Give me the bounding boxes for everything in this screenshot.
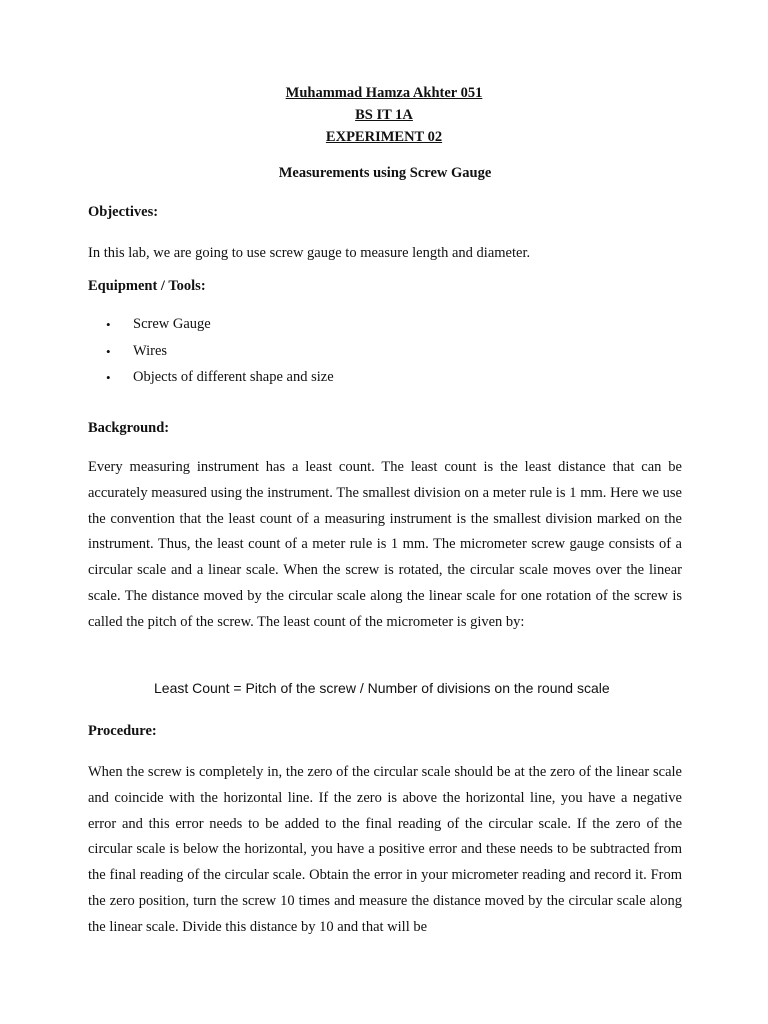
bullet-icon: •	[106, 343, 111, 359]
class-line: BS IT 1A	[355, 107, 413, 123]
bullet-icon: •	[106, 317, 111, 332]
least-count-formula: Least Count = Pitch of the screw / Number of divisions on the round scale	[154, 680, 610, 696]
equipment-heading: Equipment / Tools:	[88, 278, 206, 294]
experiment-line: EXPERIMENT 02	[325, 129, 443, 145]
list-item	[88, 368, 334, 395]
objectives-text: In this lab, we are going to use screw gauge to measure length and diameter.	[88, 245, 531, 261]
document-title: Measurements using Screw Gauge	[278, 165, 492, 181]
list-item	[88, 342, 334, 369]
list-item	[88, 315, 334, 342]
objectives-heading: Objectives:	[88, 204, 159, 220]
procedure-heading: Procedure:	[88, 723, 157, 739]
list-item-label: Screw Gauge	[133, 316, 211, 332]
background-paragraph: Every measuring instrument has a least count. The least count is the least distance that can be accurately measured using the instrument. The smallest division on a meter rule is 1 mm. Here we use the convention that the least count of a measuring instrument is the smallest division marked on the instrument. Thus, the least count of a meter rule is 1 mm. The micrometer screw gauge consists of a circular scale and a linear scale. When the screw is rotated, the circular scale moves over the linear scale. The distance moved by the circular scale along the linear scale for one rotation of the screw is called the pitch of the screw. The least count of the micrometer is given by:	[88, 459, 682, 630]
author-line: Muhammad Hamza Akhter 051	[285, 85, 483, 101]
list-item-label: Wires	[133, 342, 168, 359]
procedure-paragraph: When the screw is completely in, the zero of the circular scale should be at the zero of the linear scale and coincide with the horizontal line. If the zero is above the horizontal line, you have a negative error and this error needs to be added to the final reading of the circular scale. If the zero of the circular scale is below the horizontal, you have a positive error and these needs to be subtracted from the final reading of the circular scale. Obtain the error in your micrometer reading and record it. From the zero position, turn the screw 10 times and measure the distance moved by the circular scale along the linear scale. Divide this distance by 10 and that will be	[88, 764, 682, 935]
equipment-list	[88, 315, 334, 395]
bullet-icon: •	[106, 370, 111, 385]
background-heading: Background:	[88, 420, 170, 436]
list-item-label: Objects of different shape and size	[133, 369, 334, 385]
